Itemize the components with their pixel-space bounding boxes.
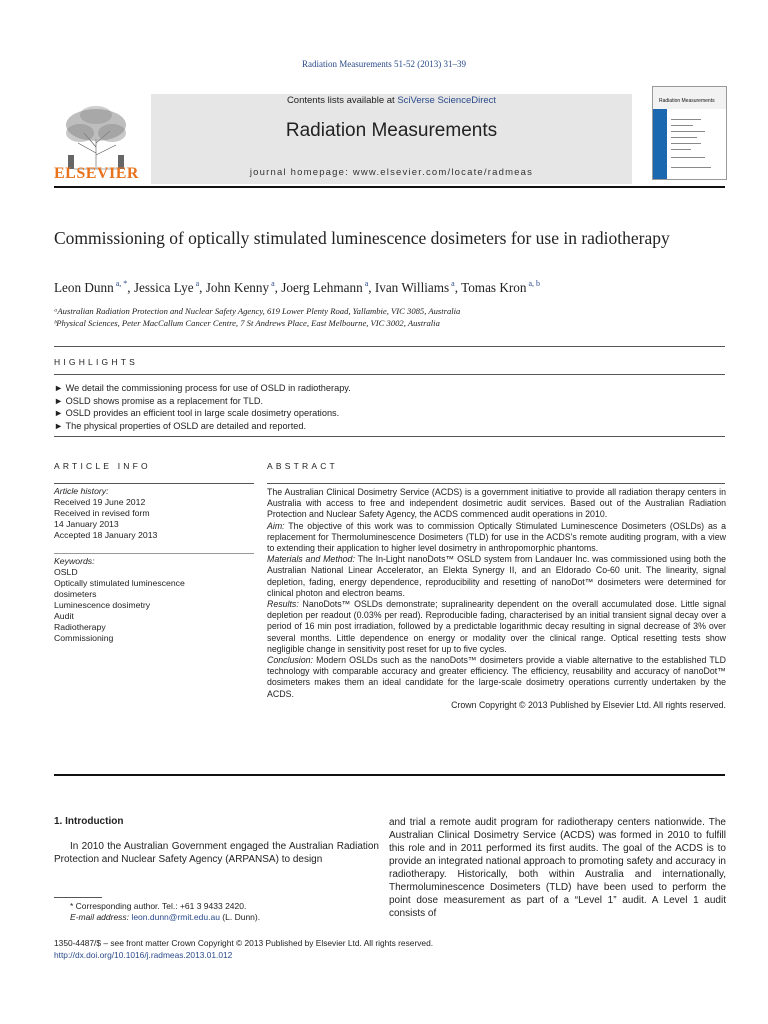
author-email-link[interactable]: leon.dunn@rmit.edu.au	[131, 912, 220, 922]
keyword: Optically stimulated luminescence	[54, 578, 185, 588]
divider	[54, 436, 725, 437]
divider	[267, 483, 725, 484]
history-line: 14 January 2013	[54, 519, 119, 529]
keyword: Audit	[54, 611, 74, 621]
history-line: Received 19 June 2012	[54, 497, 146, 507]
author-name[interactable]: Joerg Lehmann	[281, 280, 363, 295]
journal-cover-thumbnail[interactable]	[652, 86, 727, 180]
contents-prefix: Contents lists available at	[286, 95, 398, 106]
keyword: Radiotherapy	[54, 622, 106, 632]
header-rule	[54, 186, 725, 188]
author-affiliation-mark[interactable]: a	[449, 279, 455, 288]
keyword: Luminescence dosimetry	[54, 600, 151, 610]
abstract-aim	[267, 521, 726, 555]
divider	[54, 374, 725, 375]
history-line: Accepted 18 January 2013	[54, 530, 158, 540]
affiliation-a: ᵃAustralian Radiation Protection and Nuclear Safety Agency, 619 Lower Plenty Road, Yallambie, VIC 3085, Australia	[54, 306, 461, 316]
author-affiliation-mark[interactable]: a	[193, 279, 200, 288]
keywords-label: Keywords:	[54, 556, 95, 566]
abstract-conclusion	[267, 655, 726, 700]
divider	[54, 483, 254, 484]
highlights-heading: HIGHLIGHTS	[54, 357, 138, 367]
article-info-heading: ARTICLE INFO	[54, 461, 151, 471]
aim-text: The objective of this work was to commission Optically Stimulated Luminescence Dosimeters (OSLDs) as a replacement for Thermoluminescence Dosimeters (TLD) for use in the ACDS's remote auditing program, with a view to extending their application to higher level dosimetry in anthropomorphic phantoms.	[267, 520, 726, 554]
abstract-intro: The Australian Clinical Dosimetry Service (ACDS) is a government initiative to provide all radiation therapy centers in Australia with access to free and independent dosimetric audit services. Based out of the Australian Radiation Protection and Nuclear Safety Agency, the ACDS commenced audit operations in 2010.	[267, 487, 726, 520]
methods-label: Materials and Method:	[267, 554, 355, 565]
abstract-body	[267, 487, 726, 711]
author-name[interactable]: Leon Dunn	[54, 280, 114, 295]
highlight-item: ► The physical properties of OSLD are detailed and reported.	[54, 420, 307, 431]
author-list: Leon Dunn $^{a, *}$, Jessica Lye $^a$, John Kenny $^a$, Joerg Lehmann $^a$, Ivan Williams $^a$, Tomas Kron $^{a, b}$	[54, 279, 541, 295]
abstract-methods	[267, 554, 726, 599]
keyword: OSLD	[54, 567, 78, 577]
results-label: Results:	[267, 599, 299, 610]
author-affiliation-mark[interactable]: a, *	[113, 279, 128, 288]
journal-title: Radiation Measurements	[285, 120, 498, 141]
highlight-item: ► OSLD shows promise as a replacement for TLD.	[54, 395, 264, 406]
author-name[interactable]: John Kenny	[205, 280, 270, 295]
author-name[interactable]: Ivan Williams	[374, 280, 450, 295]
email-line	[54, 912, 384, 923]
doi-link[interactable]: http://dx.doi.org/10.1016/j.radmeas.2013.01.012	[54, 949, 233, 960]
email-suffix: (L. Dunn).	[219, 912, 261, 922]
divider	[54, 553, 254, 554]
abstract-end-rule	[54, 774, 725, 776]
homepage-link[interactable]: www.elsevier.com/locate/radmeas	[352, 167, 534, 178]
body-text-right: and trial a remote audit program for radiotherapy centers nationwide. The Australian Clinical Dosimetry Service (ACDS) was formed in 2010 to fulfill this role and in 2011 performed its first audits. The goal of the ACDS is to provide an integrated national approach to promoting safety and accuracy in radiotherapy. Historically, both within Australia and internationally, Thermoluminescence Dosimeters (TLD) have been used to perform the point dose measurement as part of a “Level 1” audit. A Level 1 audit consists of	[389, 817, 726, 919]
highlight-item: ► OSLD provides an efficient tool in large scale dosimetry operations.	[54, 408, 340, 418]
abstract-copyright: Crown Copyright © 2013 Published by Elsevier Ltd. All rights reserved.	[451, 699, 726, 710]
contents-line	[151, 95, 632, 106]
journal-citation[interactable]: Radiation Measurements 51-52 (2013) 31–39	[302, 59, 466, 69]
methods-text: The In-Light nanoDots™ OSLD system from Landauer Inc. was commissioned using both the Australian National Linear Accelerator, an Elekta Synergy II, and an Eldorado Co-60 unit. The linearity, signal depletion, fading, energy dependence, reproducibility and resetting of nanoDot™ dosimeters were determined for clinical photon and electron beams.	[267, 554, 726, 598]
author-affiliation-mark[interactable]: a	[269, 279, 275, 288]
publisher-wordmark[interactable]: ELSEVIER	[54, 165, 139, 182]
abstract-heading: ABSTRACT	[267, 461, 338, 471]
article-history	[54, 486, 254, 541]
results-text: NanoDots™ OSLDs demonstrate; supralinearity dependent on the overall accumulated dose. Little signal depletion per readout (0.03% per read). Reproducible fading, characterised by an initial transient signal decay over a period of 16 min post irradiation, followed by a predictable logarithmic decay resulting in signal decrease of 3% over several months. Little dependence on energy or modality over the clinical range. Optical resetting tests show negligible change in sensitivity post reset for up to five cycles.	[267, 599, 726, 654]
keyword: dosimeters	[54, 589, 97, 599]
journal-homepage	[151, 167, 632, 178]
footnote	[54, 901, 384, 923]
footnote-rule	[54, 897, 102, 898]
highlights-list	[54, 382, 734, 432]
author-name[interactable]: Jessica Lye	[133, 280, 194, 295]
divider	[54, 346, 725, 347]
highlight-item: ► We detail the commissioning process for use of OSLD in radiotherapy.	[54, 383, 351, 393]
aim-label: Aim:	[267, 520, 285, 531]
issn-line: 1350-4487/$ – see front matter Crown Copyright © 2013 Published by Elsevier Ltd. All rights reserved.	[54, 938, 434, 948]
affiliation-b: ᵇPhysical Sciences, Peter MacCallum Cancer Centre, 7 St Andrews Place, East Melbourne, VIC 3002, Australia	[54, 318, 440, 328]
history-label: Article history:	[54, 486, 109, 496]
body-text-left: In 2010 the Australian Government engaged the Australian Radiation Protection and Nuclear Safety Agency (ARPANSA) to design	[54, 841, 379, 865]
abstract-results	[267, 599, 726, 655]
homepage-prefix: journal homepage:	[249, 167, 353, 178]
author-name[interactable]: Tomas Kron	[461, 280, 527, 295]
conclusion-label: Conclusion:	[267, 655, 313, 666]
history-line: Received in revised form	[54, 508, 150, 518]
sciencedirect-link[interactable]: SciVerse ScienceDirect	[397, 95, 497, 106]
keyword: Commissioning	[54, 633, 114, 643]
cover-title: Radiation Measurements	[659, 98, 715, 104]
email-label: E-mail address:	[70, 912, 130, 922]
section-heading-introduction: 1. Introduction	[54, 816, 124, 827]
article-title: Commissioning of optically stimulated luminescence dosimeters for use in radiotherapy	[54, 228, 670, 248]
conclusion-text: Modern OSLDs such as the nanoDots™ dosimeters provide a viable alternative to the established TLD technology with comparable accuracy and greater efficiency. The efficiency, reusability and accuracy of nanoDot™ dosimeters makes them an ideal candidate for the large-scale dosimetry operations currently undertaken by the ACDS.	[267, 655, 726, 699]
corresponding-author: * Corresponding author. Tel.: +61 3 9433 2420.	[70, 901, 247, 911]
issn-doi	[54, 938, 554, 961]
author-affiliation-mark[interactable]: a	[362, 279, 369, 288]
author-affiliation-mark[interactable]: a, b	[526, 279, 541, 288]
keywords	[54, 556, 254, 644]
